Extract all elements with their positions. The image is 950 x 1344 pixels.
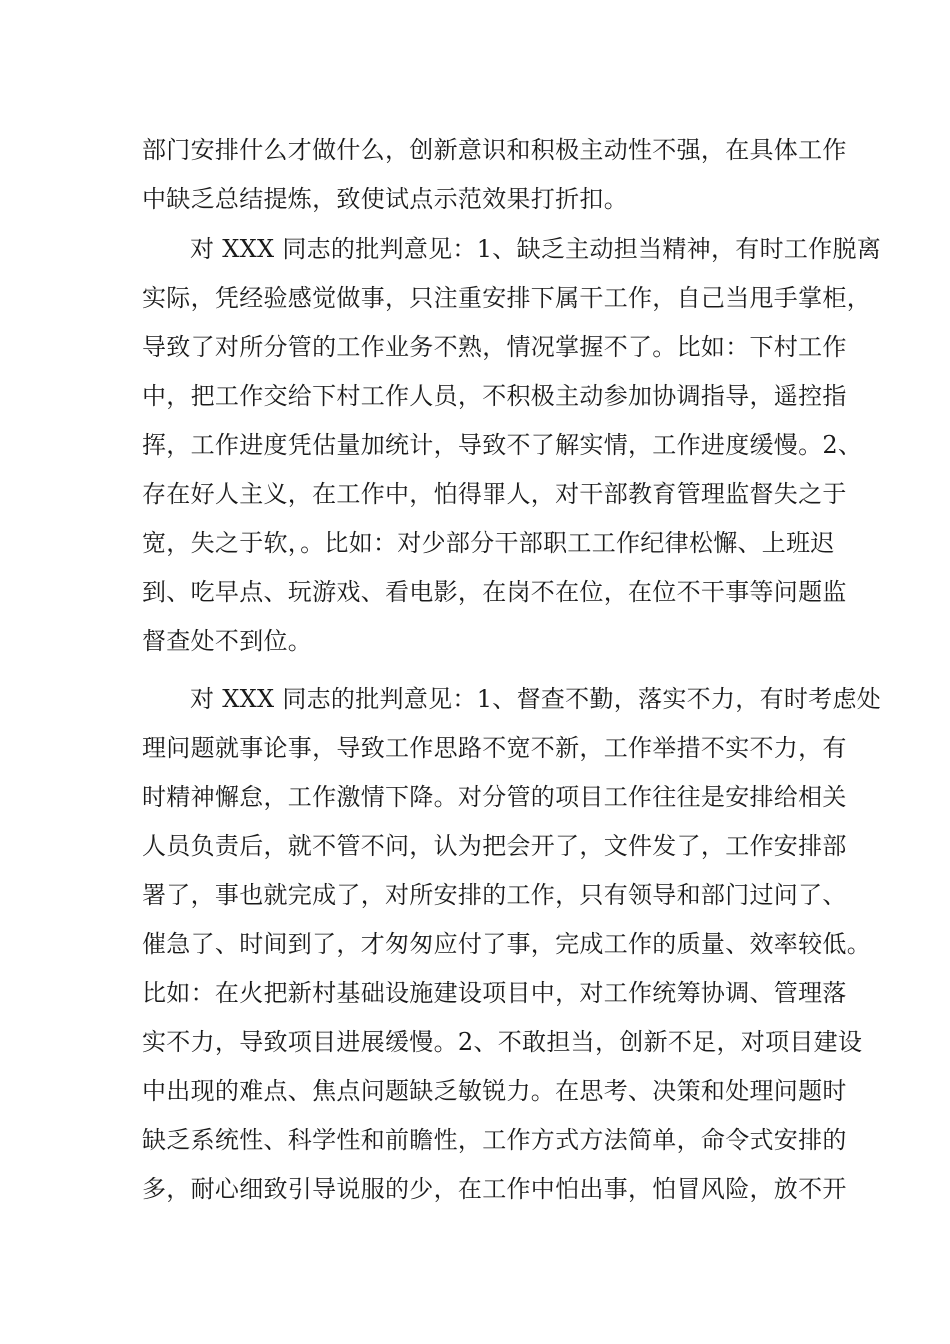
paragraph-2-line: 到、吃早点、玩游戏、看电影，在岗不在位，在位不干事等问题监 [142, 578, 847, 606]
paragraph-2-line: 挥，工作进度凭估量加统计，导致不了解实情，工作进度缓慢。2、 [142, 431, 863, 459]
paragraph-1 [142, 126, 847, 224]
paragraph-3-line: 人员负责后，就不管不问，认为把会开了，文件发了，工作安排部 [142, 832, 847, 860]
paragraph-3-line: 缺乏系统性、科学性和前瞻性，工作方式方法简单，命令式安排的 [142, 1126, 847, 1154]
paragraph-2 [142, 225, 882, 666]
paragraph-2-line: 导致了对所分管的工作业务不熟，情况掌握不了。比如：下村工作 [142, 333, 847, 361]
paragraph-3-line: 多，耐心细致引导说服的少，在工作中怕出事，怕冒风险，放不开 [142, 1175, 847, 1203]
paragraph-2-line: 督查处不到位。 [142, 627, 313, 655]
paragraph-3-line: 比如：在火把新村基础设施建设项目中，对工作统筹协调、管理落 [142, 979, 847, 1007]
paragraph-2-line: 实际，凭经验感觉做事，只注重安排下属干工作，自己当甩手掌柜， [142, 284, 871, 312]
paragraph-1-line: 中缺乏总结提炼，致使试点示范效果打折扣。 [142, 185, 628, 213]
paragraph-2-line: 存在好人主义，在工作中，怕得罪人，对干部教育管理监督失之于 [142, 480, 847, 508]
paragraph-3-line: 时精神懈怠，工作激情下降。对分管的项目工作往往是安排给相关 [142, 783, 847, 811]
paragraph-3 [142, 675, 882, 1214]
paragraph-3-line: 对 XXX 同志的批判意见：1、督查不勤，落实不力，有时考虑处 [190, 685, 882, 713]
paragraph-3-line: 署了，事也就完成了，对所安排的工作，只有领导和部门过问了、 [142, 881, 847, 909]
paragraph-3-line: 中出现的难点、焦点问题缺乏敏锐力。在思考、决策和处理问题时 [142, 1077, 847, 1105]
paragraph-2-line: 对 XXX 同志的批判意见：1、缺乏主动担当精神，有时工作脱离 [190, 235, 882, 263]
paragraph-3-line: 理问题就事论事，导致工作思路不宽不新，工作举措不实不力，有 [142, 734, 847, 762]
paragraph-3-line: 催急了、时间到了，才匆匆应付了事，完成工作的质量、效率较低。 [142, 930, 871, 958]
paragraph-1-line: 部门安排什么才做什么，创新意识和积极主动性不强，在具体工作 [142, 136, 847, 164]
paragraph-2-line: 宽，失之于软，。比如：对少部分干部职工工作纪律松懈、上班迟 [142, 529, 835, 557]
paragraph-2-line: 中，把工作交给下村工作人员，不积极主动参加协调指导，遥控指 [142, 382, 847, 410]
paragraph-3-line: 实不力，导致项目进展缓慢。2、不敢担当，创新不足，对项目建设 [142, 1028, 863, 1056]
